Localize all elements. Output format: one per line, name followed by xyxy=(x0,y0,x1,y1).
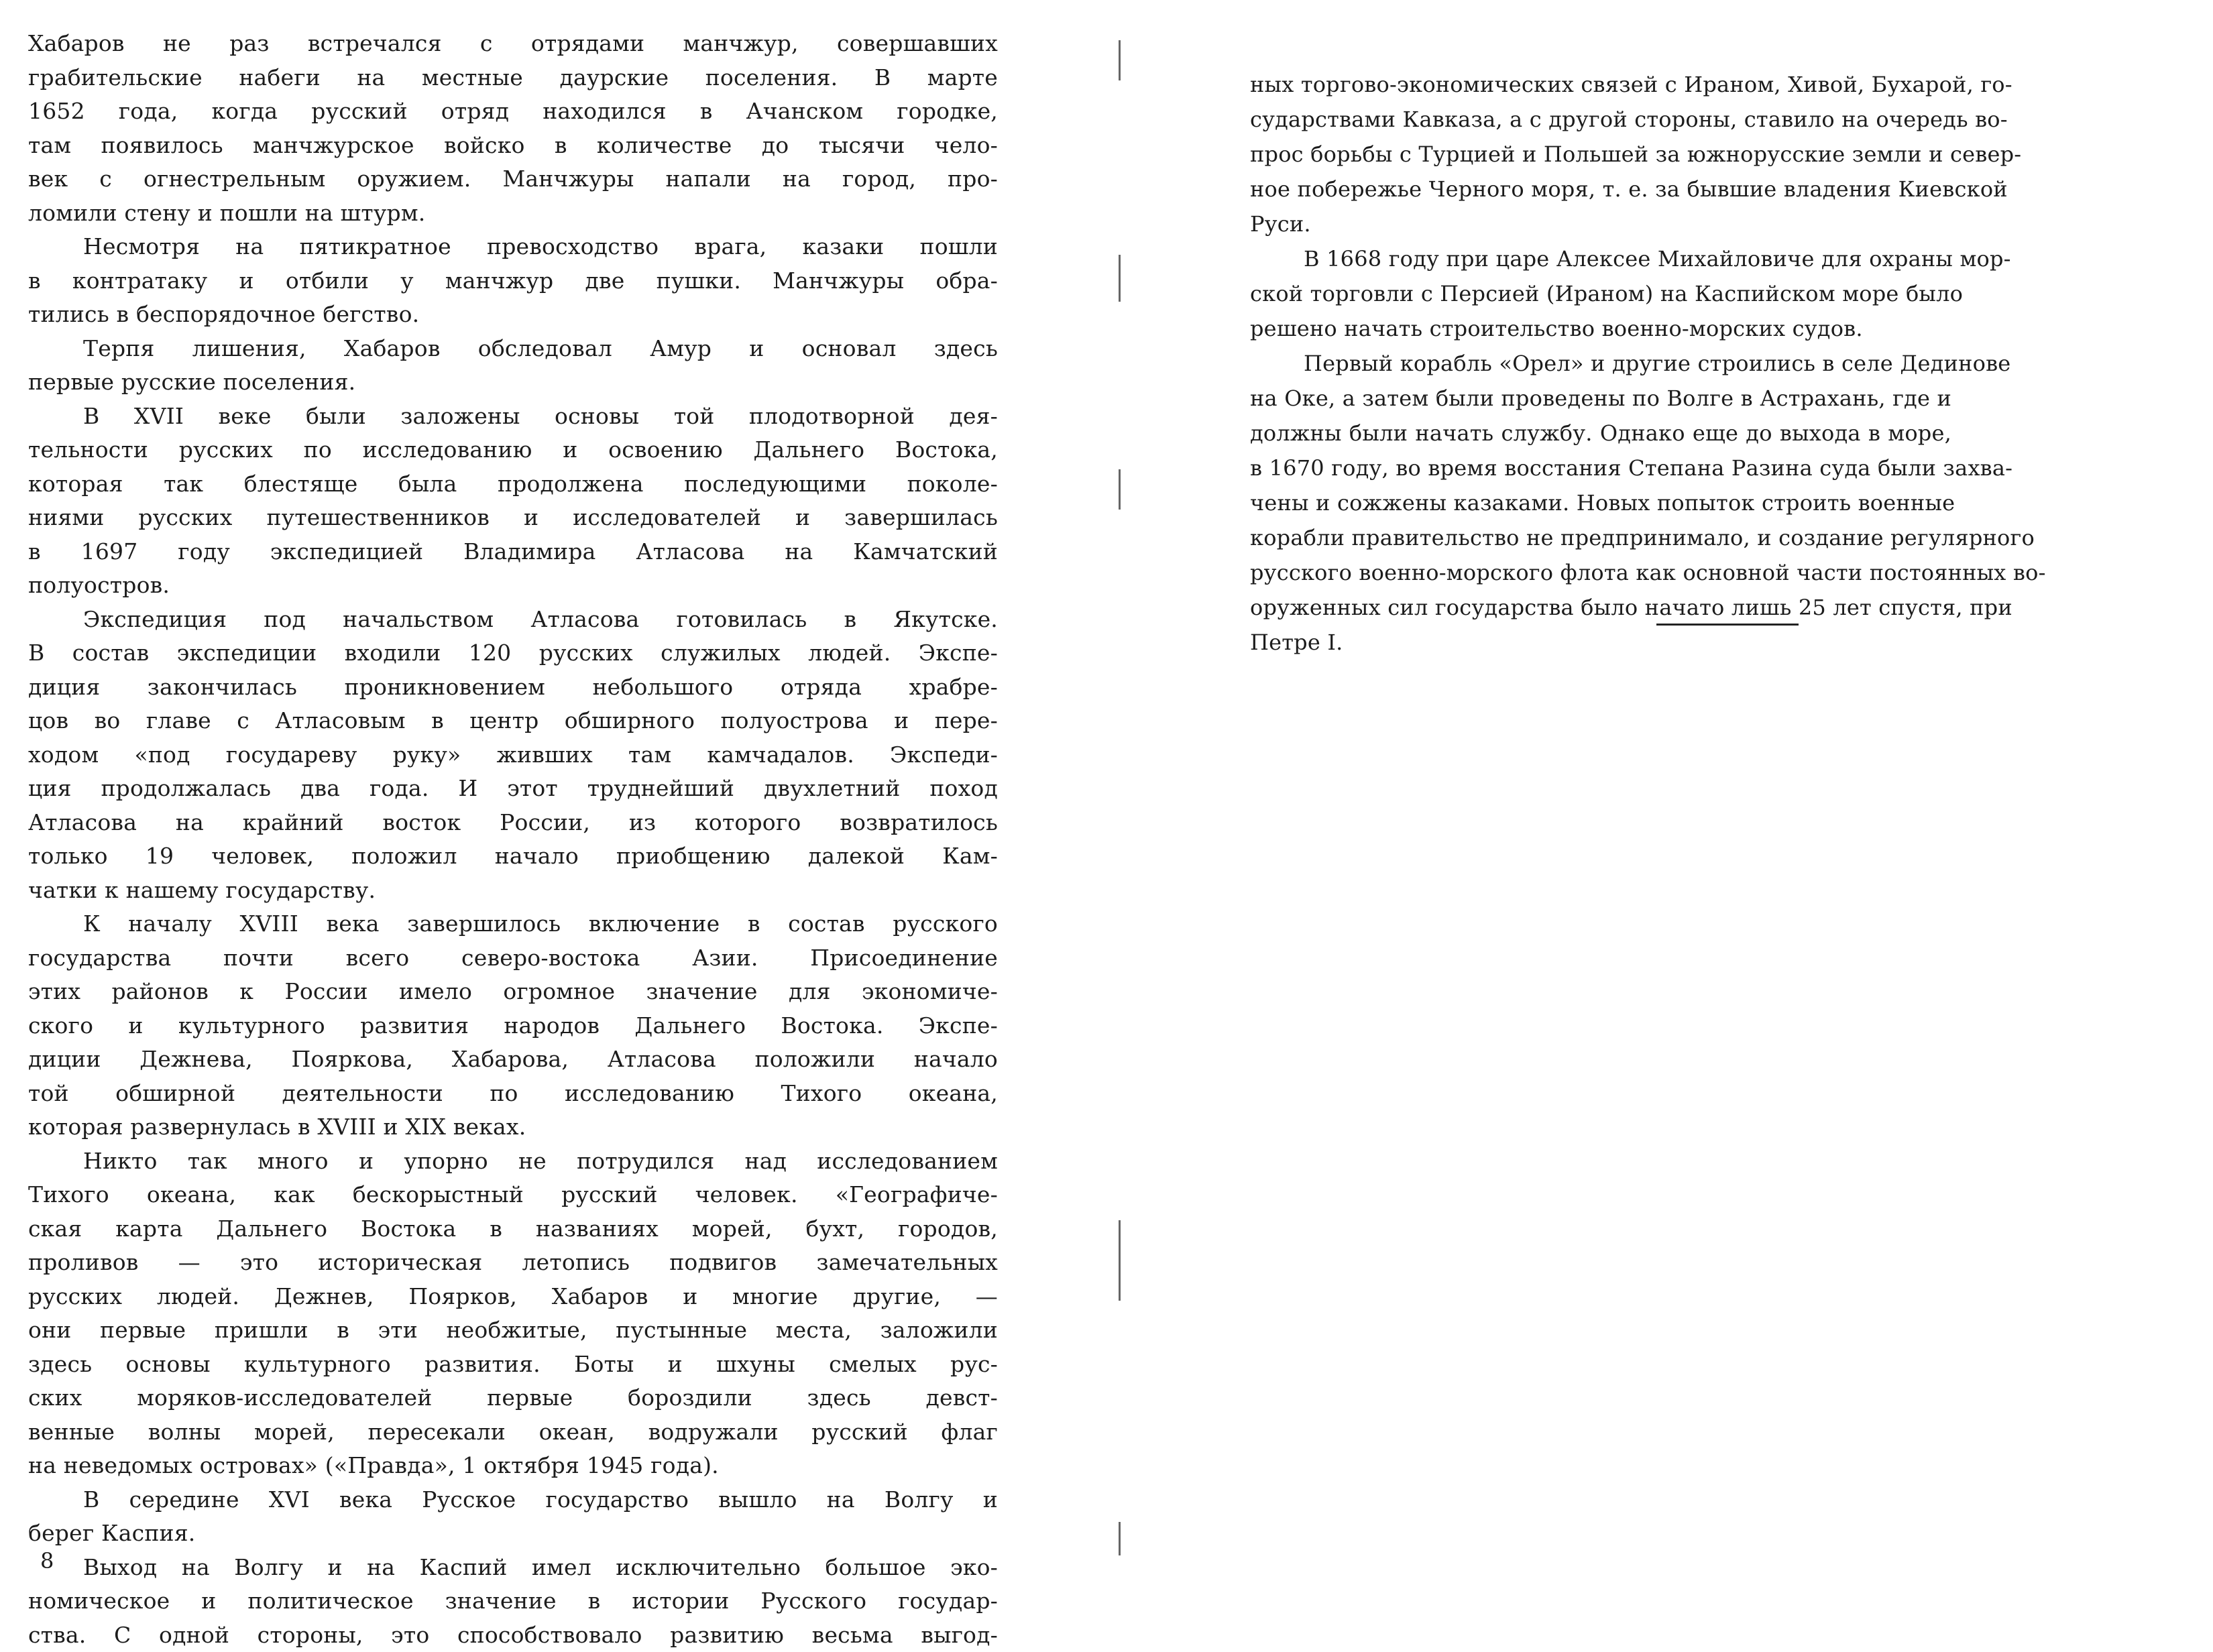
text-line: В XVII веке были заложены основы той плодотворной дея- xyxy=(28,400,998,434)
text-line: ное побережье Черного моря, т. е. за бывшие владения Киевской xyxy=(1250,172,1951,206)
text-line: решено начать строительство военно-морских судов. xyxy=(1250,311,1951,346)
text-line: в 1670 году, во время восстания Степана Разина суда были захва- xyxy=(1250,451,1951,485)
text-line: берег Каспия. xyxy=(28,1517,998,1551)
text-line: русского военно-морского флота как основной части постоянных во- xyxy=(1250,555,1951,590)
text-line: чатки к нашему государству. xyxy=(28,874,998,908)
text-line: Тихого океана, как бескорыстный русский человек. «Географиче- xyxy=(28,1178,998,1212)
text-line: проливов — это историческая летопись подвигов замечательных xyxy=(28,1246,998,1280)
text-line: век с огнестрельным оружием. Манчжуры напали на город, про- xyxy=(28,162,998,196)
text-line: первые русские поселения. xyxy=(28,365,998,400)
right-page-text xyxy=(1250,67,1951,660)
text-line: 1652 года, когда русский отряд находился в Ачанском городке, xyxy=(28,95,998,129)
text-line: на Оке, а затем были проведены по Волге в Астрахань, где и xyxy=(1250,381,1951,416)
page-number: 8 xyxy=(40,1547,54,1574)
text-line: Выход на Волгу и на Каспий имел исключительно большое эко- xyxy=(28,1551,998,1585)
text-line: Хабаров не раз встречался с отрядами манчжур, совершавших xyxy=(28,27,998,61)
text-line: В состав экспедиции входили 120 русских служилых людей. Экспе- xyxy=(28,636,998,670)
text-line: номическое и политическое значение в истории Русского государ- xyxy=(28,1584,998,1618)
text-line: ской торговли с Персией (Ираном) на Каспийском море было xyxy=(1250,276,1951,311)
text-line: оруженных сил государства было начато лишь 25 лет спустя, при xyxy=(1250,590,1951,625)
text-line: сударствами Кавказа, а с другой стороны, ставило на очередь во- xyxy=(1250,102,1951,137)
right-page xyxy=(1113,0,2213,1591)
text-line: Руси. xyxy=(1250,206,1951,241)
text-line: здесь основы культурного развития. Боты и шхуны смелых рус- xyxy=(28,1348,998,1382)
text-line: В 1668 году при царе Алексее Михайловиче для охраны мор- xyxy=(1250,241,1951,276)
text-line: тельности русских по исследованию и освоению Дальнего Востока, xyxy=(28,433,998,467)
text-line: диции Дежнева, Пояркова, Хабарова, Атласова положили начало xyxy=(28,1043,998,1077)
text-line: прос борьбы с Турцией и Польшей за южнорусские земли и север- xyxy=(1250,137,1951,172)
text-line: ских моряков-исследователей первые бороздили здесь девст- xyxy=(28,1381,998,1415)
text-line: Петре I. xyxy=(1250,625,1951,660)
text-line: полуостров. xyxy=(28,569,998,603)
left-page-text xyxy=(28,27,998,1652)
text-line: корабли правительство не предпринимало, и создание регулярного xyxy=(1250,520,1951,555)
text-line: Терпя лишения, Хабаров обследовал Амур и основал здесь xyxy=(28,332,998,366)
text-line: Первый корабль «Орел» и другие строились в селе Дединове xyxy=(1250,346,1951,381)
text-line: там появилось манчжурское войско в количестве до тысячи чело- xyxy=(28,129,998,163)
text-line: которая развернулась в XVIII и XIX веках. xyxy=(28,1110,998,1144)
text-line: этих районов к России имело огромное значение для экономиче- xyxy=(28,975,998,1009)
text-line: они первые пришли в эти необжитые, пустынные места, заложили xyxy=(28,1313,998,1348)
text-line: ская карта Дальнего Востока в названиях морей, бухт, городов, xyxy=(28,1212,998,1246)
text-line: ниями русских путешественников и исследователей и завершилась xyxy=(28,501,998,535)
text-line: в контратаку и отбили у манчжур две пушки. Манчжуры обра- xyxy=(28,264,998,298)
text-line: Экспедиция под начальством Атласова готовилась в Якутске. xyxy=(28,603,998,637)
text-line: ных торгово-экономических связей с Ираном, Хивой, Бухарой, го- xyxy=(1250,67,1951,102)
text-line: диция закончилась проникновением небольшого отряда храбре- xyxy=(28,670,998,705)
text-line: той обширной деятельности по исследованию Тихого океана, xyxy=(28,1077,998,1111)
text-line: К началу XVIII века завершилось включение в состав русского xyxy=(28,907,998,941)
text-line: Атласова на крайний восток России, из которого возвратилось xyxy=(28,806,998,840)
text-line: ходом «под государеву руку» живших там камчадалов. Экспеди- xyxy=(28,738,998,772)
text-line: цов во главе с Атласовым в центр обширного полуострова и пере- xyxy=(28,704,998,738)
text-line: должны были начать службу. Однако еще до выхода в море, xyxy=(1250,416,1951,451)
text-line: чены и сожжены казаками. Новых попыток строить военные xyxy=(1250,485,1951,520)
text-line: в 1697 году экспедицией Владимира Атласова на Камчатский xyxy=(28,535,998,569)
text-line: только 19 человек, положил начало приобщению далекой Кам- xyxy=(28,839,998,874)
text-line: ского и культурного развития народов Дальнего Востока. Экспе- xyxy=(28,1009,998,1043)
text-line: Никто так много и упорно не потрудился над исследованием xyxy=(28,1144,998,1179)
section-separator xyxy=(1656,624,1799,626)
text-line: венные волны морей, пересекали океан, водружали русский флаг xyxy=(28,1415,998,1450)
text-line: русских людей. Дежнев, Поярков, Хабаров и многие другие, — xyxy=(28,1280,998,1314)
text-line: В середине XVI века Русское государство вышло на Волгу и xyxy=(28,1483,998,1517)
text-line: которая так блестяще была продолжена последующими поколе- xyxy=(28,467,998,501)
text-line: государства почти всего северо-востока Азии. Присоединение xyxy=(28,941,998,976)
text-line: Несмотря на пятикратное превосходство врага, казаки пошли xyxy=(28,230,998,264)
text-line: ция продолжалась два года. И этот труднейший двухлетний поход xyxy=(28,772,998,806)
text-line: на неведомых островах» («Правда», 1 октября 1945 года). xyxy=(28,1449,998,1483)
text-line: грабительские набеги на местные даурские поселения. В марте xyxy=(28,61,998,95)
text-line: ства. С одной стороны, это способствовало развитию весьма выгод- xyxy=(28,1618,998,1652)
text-line: тились в беспорядочное бегство. xyxy=(28,298,998,332)
text-line: ломили стену и пошли на штурм. xyxy=(28,196,998,231)
left-page xyxy=(0,0,1113,1591)
